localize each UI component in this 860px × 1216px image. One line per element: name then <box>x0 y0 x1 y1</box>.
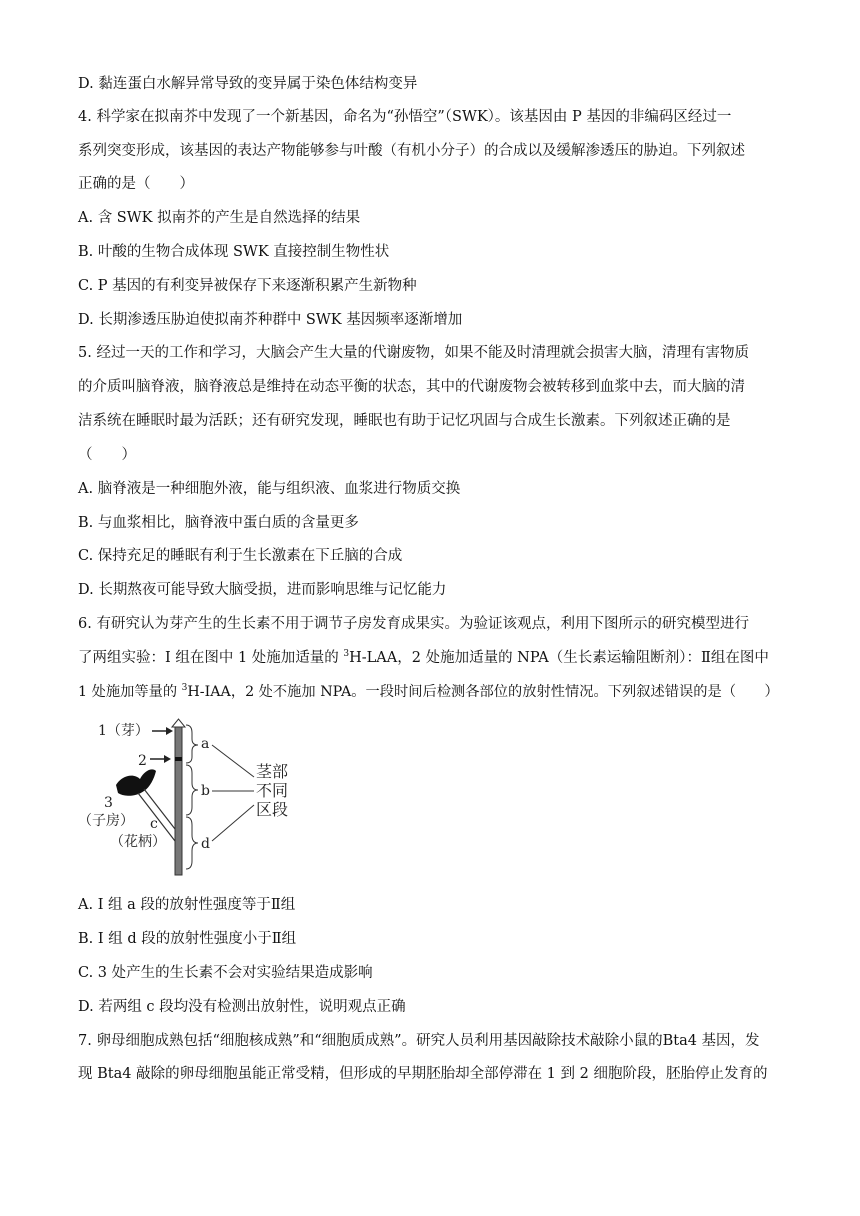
q5-stem-line4: （ ） <box>78 447 136 463</box>
stem-label-1: 茎部 <box>256 762 289 781</box>
q6-option-d: D. 若两组 c 段均没有检测出放射性，说明观点正确 <box>78 999 406 1015</box>
stem-label-2: 不同 <box>256 781 289 800</box>
label-ovary: （子房） <box>78 813 134 829</box>
q6-stem-line3: 1 处施加等量的 $^3$H-IAA，2 处不施加 NPA。一段时间后检测各部位的放射性情况。下列叙述错误的是（ ） <box>78 683 779 700</box>
q6-option-c: C. 3 处产生的生长素不会对实验结果造成影响 <box>78 965 373 981</box>
q5-stem-line3: 洁系统在睡眠时最为活跃；还有研究发现，睡眠也有助于记忆巩固与合成生长激素。下列叙述正确的是 <box>78 413 731 429</box>
q4-option-b: B. 叶酸的生物合成体现 SWK 直接控制生物性状 <box>78 244 390 260</box>
q5-option-d: D. 长期熬夜可能导致大脑受损，进而影响思维与记忆能力 <box>78 582 447 598</box>
q5-option-a: A. 脑脊液是一种细胞外液，能与组织液、血浆进行物质交换 <box>78 481 461 497</box>
q5-option-c: C. 保持充足的睡眠有利于生长激素在下丘脑的合成 <box>78 548 403 564</box>
q4-option-d: D. 长期渗透压胁迫使拟南芥种群中 SWK 基因频率逐渐增加 <box>78 312 463 328</box>
q7-stem-line2: 现 Bta4 敲除的卵母细胞虽能正常受精，但形成的早期胚胎却全部停滞在 1 到 2 细胞阶段，胚胎停止发育的 <box>78 1066 768 1082</box>
label-c: c <box>150 816 158 832</box>
q4-stem-line3: 正确的是（ ） <box>78 176 194 192</box>
label-bud: 1（芽） <box>98 723 149 739</box>
q6-stem-line2: 了两组实验：I 组在图中 1 处施加适量的 $^3$H-LAA，2 处施加适量的 NPA（生长素运输阻断剂）：Ⅱ组在图中 <box>78 649 769 666</box>
q5-stem-line2: 的介质叫脑脊液，脑脊液总是维持在动态平衡的状态，其中的代谢废物会被转移到血浆中去，而大脑的清 <box>78 379 745 395</box>
label-pedicel: （花柄） <box>110 834 166 850</box>
q4-stem-line2: 系列突变形成，该基因的表达产物能够参与叶酸（有机小分子）的合成以及缓解渗透压的胁迫。下列叙述 <box>78 143 745 159</box>
q4-option-c: C. P 基因的有利变异被保存下来逐渐积累产生新物种 <box>78 278 417 294</box>
stem-bar <box>175 725 182 875</box>
label-b: b <box>201 783 210 799</box>
npa-mark <box>175 757 182 761</box>
q6-figure <box>78 715 338 885</box>
label-3: 3 <box>104 795 113 811</box>
q6-option-b: B. I 组 d 段的放射性强度小于Ⅱ组 <box>78 931 297 947</box>
brace-d <box>186 817 198 869</box>
brace-b <box>186 765 198 815</box>
brace-a <box>186 725 198 763</box>
ovary-shape <box>116 769 156 795</box>
label-d: d <box>201 836 210 852</box>
q4-option-a: A. 含 SWK 拟南芥的产生是自然选择的结果 <box>78 210 361 226</box>
q6-stem-line1: 6. 有研究认为芽产生的生长素不用于调节子房发育成果实。为验证该观点，利用下图所示的研究模型进行 <box>78 616 749 632</box>
stem-tip <box>172 719 185 727</box>
q6-option-a: A. I 组 a 段的放射性强度等于Ⅱ组 <box>78 897 296 913</box>
q5-option-b: B. 与血浆相比，脑脊液中蛋白质的含量更多 <box>78 515 359 531</box>
q3-option-d: D. 黏连蛋白水解异常导致的变异属于染色体结构变异 <box>78 76 418 92</box>
stem-label-3: 区段 <box>256 800 289 819</box>
q5-stem-line1: 5. 经过一天的工作和学习，大脑会产生大量的代谢废物，如果不能及时清理就会损害大脑，清理有害物质 <box>78 345 749 361</box>
label-a: a <box>201 736 210 752</box>
q4-stem-line1: 4. 科学家在拟南芥中发现了一个新基因，命名为“孙悟空”（SWK）。该基因由 P 基因的非编码区经过一 <box>78 109 732 125</box>
q7-stem-line1: 7. 卵母细胞成熟包括“细胞核成熟”和“细胞质成熟”。研究人员利用基因敲除技术敲除小鼠的Bta4 基因，发 <box>78 1033 760 1049</box>
label-2: 2 <box>138 753 147 769</box>
